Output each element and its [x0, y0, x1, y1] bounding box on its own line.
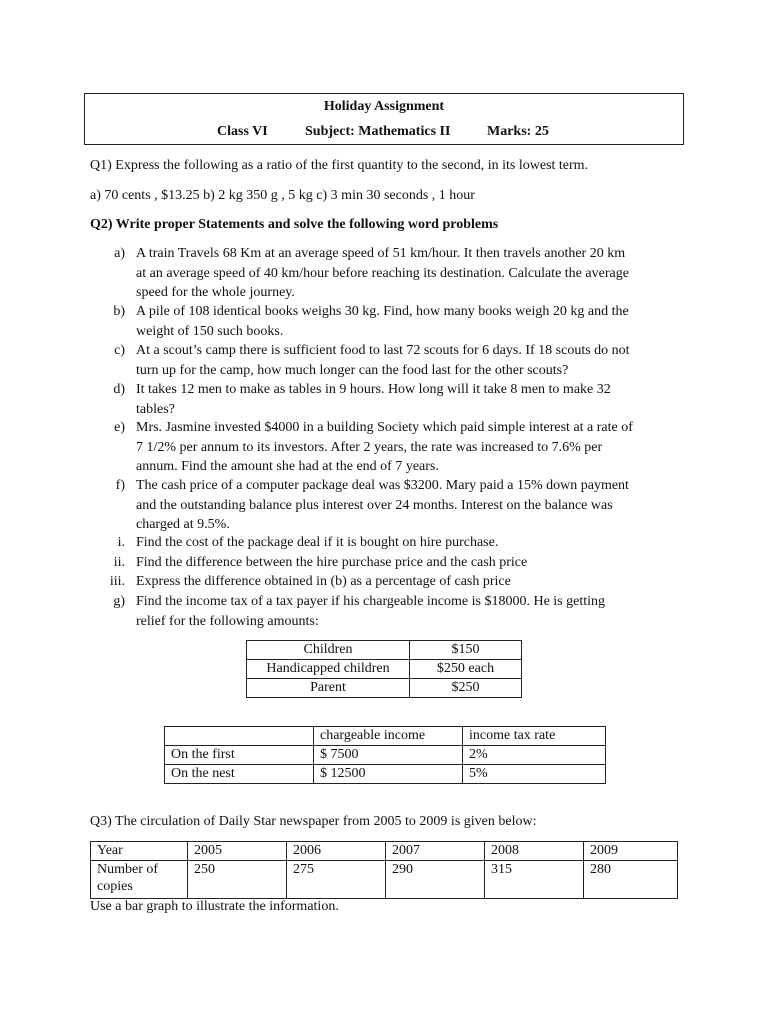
q3-text: Q3) The circulation of Daily Star newspaper from 2005 to 2009 is given below:: [90, 814, 537, 829]
list-item-line: At a scout’s camp there is sufficient food to last 72 scouts for 6 days. If 18 scouts do not: [136, 343, 630, 358]
table-cell: On the nest: [165, 765, 314, 784]
list-item-line: relief for the following amounts:: [136, 613, 319, 629]
list-item-marker: e): [114, 420, 125, 435]
table-cell: Handicapped children: [247, 660, 410, 679]
table-cell: $250 each: [410, 660, 522, 679]
list-item-line: Mrs. Jasmine invested $4000 in a building Society which paid simple interest at a rate of: [136, 420, 633, 435]
list-item-line: Find the cost of the package deal if it is bought on hire purchase.: [136, 535, 499, 550]
table-cell: $ 12500: [314, 765, 463, 784]
list-item-marker: b): [113, 304, 125, 319]
list-item-line: annum. Find the amount she had at the end of 7 years.: [136, 459, 439, 474]
table-cell: 280: [584, 861, 678, 899]
q2-heading: Q2) Write proper Statements and solve the following word problems: [90, 217, 499, 232]
table-row: [247, 679, 522, 698]
relief-table: [246, 640, 522, 698]
assignment-title: Holiday Assignment: [323, 99, 445, 114]
table-cell: 290: [386, 861, 485, 899]
list-item-line: A pile of 108 identical books weighs 30 kg. Find, how many books weigh 20 kg and the: [136, 304, 629, 319]
table-row: [91, 861, 678, 899]
table-row: [165, 765, 606, 784]
list-item-marker: i.: [117, 535, 125, 550]
list-item-marker: d): [113, 382, 125, 397]
table-cell: 315: [485, 861, 584, 899]
table-header-row: [165, 727, 606, 746]
q3-instruction: Use a bar graph to illustrate the information.: [90, 899, 339, 914]
table-cell: 275: [287, 861, 386, 899]
class-label: Class VI: [217, 124, 268, 139]
list-item-line: tables?: [136, 401, 175, 417]
list-item-line: speed for the whole journey.: [136, 285, 295, 300]
list-item-line: at an average speed of 40 km/hour before reaching its destination. Calculate the average: [136, 265, 629, 281]
table-row: [91, 842, 678, 861]
list-item-line: weight of 150 such books.: [136, 323, 284, 339]
list-item-marker: a): [114, 246, 125, 261]
q1-text: Q1) Express the following as a ratio of the first quantity to the second, in its lowest term.: [90, 158, 589, 173]
table-cell: Children: [247, 641, 410, 660]
list-item-line: Express the difference obtained in (b) as a percentage of cash price: [136, 574, 511, 589]
list-item-marker: f): [115, 478, 125, 493]
list-item-line: Find the difference between the hire purchase price and the cash price: [136, 555, 528, 570]
marks-label: Marks: 25: [487, 124, 549, 139]
list-item-marker: c): [114, 343, 125, 358]
table-cell: 250: [188, 861, 287, 899]
row-label-line: Number of: [97, 862, 159, 877]
table-cell: $150: [410, 641, 522, 660]
table-header-cell: Year: [91, 842, 188, 861]
list-item-line: Find the income tax of a tax payer if his chargeable income is $18000. He is getting: [136, 594, 606, 609]
row-label-line: copies: [97, 879, 133, 894]
list-item-marker: iii.: [109, 574, 125, 589]
list-item-line: It takes 12 men to make as tables in 9 hours. How long will it take 8 men to make 32: [136, 382, 611, 397]
list-item-line: charged at 9.5%.: [136, 517, 230, 532]
table-cell: 2005: [188, 842, 287, 861]
subject-label: Subject: Mathematics II: [305, 124, 451, 139]
table-header-cell: [91, 861, 188, 899]
table-cell: On the first: [165, 746, 314, 765]
assignment-header: [84, 93, 684, 145]
table-cell: Parent: [247, 679, 410, 698]
table-cell: 2006: [287, 842, 386, 861]
table-cell: $250: [410, 679, 522, 698]
list-item-line: and the outstanding balance plus interest over 24 months. Interest on the balance was: [136, 497, 613, 513]
table-header-cell: chargeable income: [314, 727, 463, 746]
table-header-cell: income tax rate: [463, 727, 606, 746]
circulation-table: [90, 841, 678, 899]
list-item-line: A train Travels 68 Km at an average speed of 51 km/hour. It then travels another 20 km: [136, 246, 626, 261]
table-cell: 2007: [386, 842, 485, 861]
table-row: [165, 746, 606, 765]
table-cell: 5%: [463, 765, 606, 784]
table-row: [247, 660, 522, 679]
list-item-marker: g): [113, 594, 125, 609]
table-cell: 2008: [485, 842, 584, 861]
table-cell: $ 7500: [314, 746, 463, 765]
list-item-line: The cash price of a computer package deal was $3200. Mary paid a 15% down payment: [136, 478, 629, 493]
list-item-line: turn up for the camp, how much longer can the food last for the other scouts?: [136, 362, 569, 378]
table-cell: 2%: [463, 746, 606, 765]
table-header-cell: [165, 727, 314, 746]
q1-parts: a) 70 cents , $13.25 b) 2 kg 350 g , 5 kg c) 3 min 30 seconds , 1 hour: [90, 188, 475, 203]
list-item-line: 7 1/2% per annum to its investors. After 2 years, the rate was increased to 7.6% per: [136, 439, 603, 455]
table-cell: 2009: [584, 842, 678, 861]
tax-rate-table: [164, 726, 606, 784]
list-item-marker: ii.: [113, 555, 125, 570]
table-row: [247, 641, 522, 660]
